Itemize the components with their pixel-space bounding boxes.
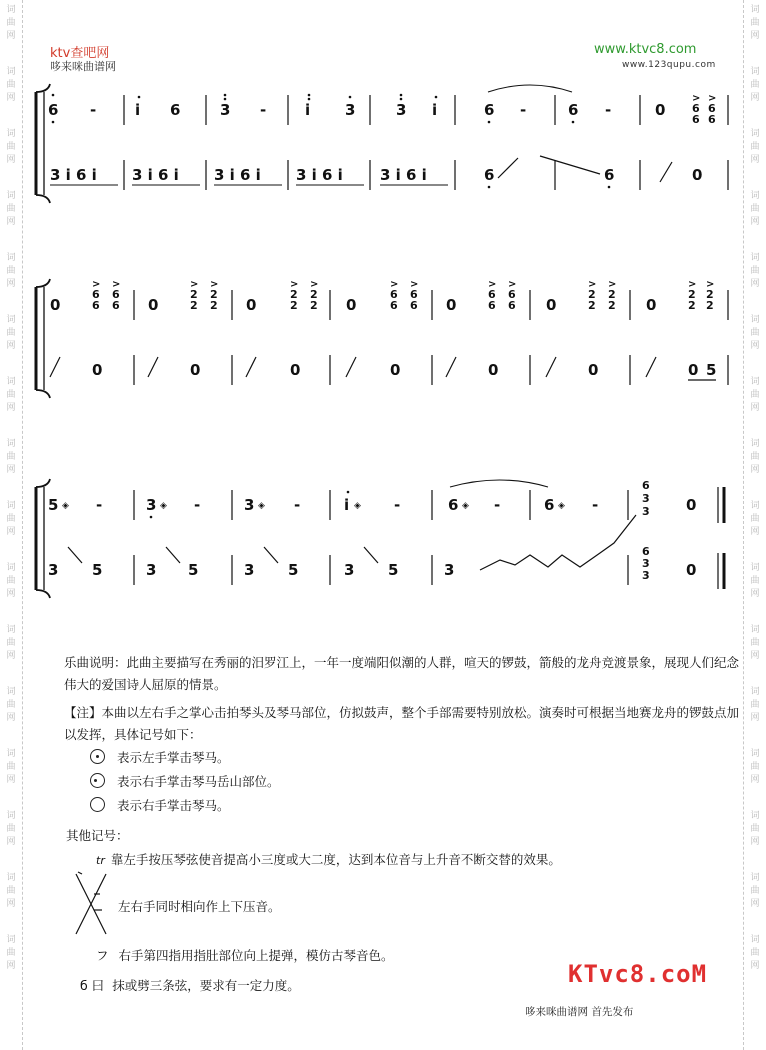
- svg-text:6: 6: [708, 113, 716, 126]
- side-glyph: 曲: [6, 204, 16, 214]
- side-glyph: 曲: [750, 390, 760, 400]
- side-glyph: 词: [750, 811, 760, 821]
- svg-text:6: 6: [544, 496, 555, 514]
- description-para2: 【注】本曲以左右手之掌心击拍琴头及琴马部位，仿拟鼓声，整个手部需要特别放松。演奏时可根据当地赛龙舟的锣鼓点加以发挥，具体记号如下：: [64, 705, 740, 742]
- other-row-2: [118, 897, 281, 915]
- svg-text:0: 0: [686, 561, 697, 579]
- side-glyph: 曲: [6, 390, 16, 400]
- side-glyph: 网: [750, 775, 760, 785]
- svg-text:3: 3: [642, 557, 650, 570]
- svg-text:0: 0: [686, 496, 697, 514]
- side-glyph: 网: [6, 403, 16, 413]
- legend-text-1: 表示左手掌击琴马。: [117, 750, 230, 765]
- side-glyph: 曲: [6, 452, 16, 462]
- svg-text:6: 6: [410, 288, 418, 301]
- svg-text:0: 0: [646, 296, 657, 314]
- svg-text:3 i 6 i: 3 i 6 i: [296, 166, 343, 184]
- svg-text:3: 3: [642, 492, 650, 505]
- svg-text:0: 0: [190, 361, 201, 379]
- side-glyph: 词: [6, 315, 16, 325]
- svg-text:6: 6: [604, 166, 615, 184]
- svg-text:>: >: [390, 279, 399, 290]
- other-row-3: [96, 946, 394, 964]
- svg-text:2: 2: [290, 299, 298, 312]
- side-glyph: 词: [6, 935, 16, 945]
- side-glyph: 曲: [6, 80, 16, 90]
- side-glyph: 曲: [750, 328, 760, 338]
- svg-text:>: >: [588, 279, 597, 290]
- svg-text:0: 0: [446, 296, 457, 314]
- left-palm-symbol-icon: [90, 749, 105, 764]
- side-glyph: 曲: [750, 514, 760, 524]
- side-glyph: 网: [6, 155, 16, 165]
- svg-text:-: -: [494, 496, 501, 514]
- svg-text:3: 3: [220, 101, 231, 119]
- svg-text:3: 3: [244, 496, 255, 514]
- side-glyph: 曲: [750, 886, 760, 896]
- svg-text:◈: ◈: [354, 501, 361, 511]
- svg-text:2: 2: [706, 299, 714, 312]
- side-glyph: 词: [6, 563, 16, 573]
- svg-text:5: 5: [706, 361, 717, 379]
- svg-text:5: 5: [188, 561, 199, 579]
- svg-text:-: -: [260, 101, 267, 119]
- trill-mark-icon: tr: [96, 854, 105, 867]
- svg-text:>: >: [112, 279, 121, 290]
- side-glyph: 曲: [750, 80, 760, 90]
- other-title: 其他记号：: [66, 828, 129, 843]
- svg-text:◈: ◈: [462, 501, 469, 511]
- svg-text:◈: ◈: [258, 501, 265, 511]
- svg-text:◈: ◈: [558, 501, 565, 511]
- side-glyph: 词: [750, 935, 760, 945]
- svg-text:0: 0: [148, 296, 159, 314]
- svg-text:>: >: [210, 279, 219, 290]
- side-glyph: 词: [750, 315, 760, 325]
- svg-text:6: 6: [642, 479, 650, 492]
- side-glyph: 网: [750, 961, 760, 971]
- side-glyph: 网: [6, 651, 16, 661]
- svg-text:-: -: [96, 496, 103, 514]
- side-glyph: 曲: [750, 638, 760, 648]
- side-glyph: 词: [6, 873, 16, 883]
- side-glyph: 网: [750, 279, 760, 289]
- lift-mark-icon: フ: [96, 948, 109, 963]
- svg-text:0: 0: [546, 296, 557, 314]
- strum-mark-icon: б 曰: [80, 978, 105, 993]
- svg-text:6: 6: [112, 299, 120, 312]
- side-glyph: 网: [6, 279, 16, 289]
- svg-text:-: -: [520, 101, 527, 119]
- svg-text:>: >: [310, 279, 319, 290]
- svg-text:2: 2: [290, 288, 298, 301]
- svg-text:3: 3: [396, 101, 407, 119]
- side-glyph: 网: [750, 155, 760, 165]
- side-glyph: 曲: [6, 514, 16, 524]
- svg-text:◈: ◈: [62, 501, 69, 511]
- svg-text:3 i 6 i: 3 i 6 i: [132, 166, 179, 184]
- side-glyph: 网: [750, 527, 760, 537]
- side-glyph: 曲: [750, 576, 760, 586]
- svg-text:0: 0: [688, 361, 699, 379]
- svg-text:6: 6: [410, 299, 418, 312]
- side-glyph: 网: [750, 899, 760, 909]
- side-glyph: 词: [6, 191, 16, 201]
- description-para1: 乐曲说明：此曲主要描写在秀丽的汨罗江上，一年一度端阳似潮的人群，喧天的锣鼓，箭般的龙舟竞渡景象，展现人们纪念伟大的爱国诗人屈原的情景。: [64, 655, 740, 692]
- svg-text:3: 3: [146, 496, 157, 514]
- svg-text:2: 2: [210, 288, 218, 301]
- svg-text:>: >: [688, 279, 697, 290]
- side-glyph: 曲: [750, 266, 760, 276]
- svg-text:3: 3: [642, 569, 650, 582]
- svg-text:2: 2: [210, 299, 218, 312]
- other-text-4: 抹或劈三条弦，要求有一定力度。: [112, 978, 300, 993]
- url-watermark-ktvc8: www.ktvc8.com: [594, 42, 697, 57]
- side-glyph: 网: [6, 465, 16, 475]
- side-glyph: 网: [6, 775, 16, 785]
- svg-text:6: 6: [692, 113, 700, 126]
- side-glyph: 曲: [750, 700, 760, 710]
- svg-text:2: 2: [688, 299, 696, 312]
- side-glyph: 网: [750, 465, 760, 475]
- side-glyph: 词: [6, 749, 16, 759]
- svg-text:3: 3: [48, 561, 59, 579]
- svg-text:6: 6: [48, 101, 59, 119]
- svg-text:>: >: [410, 279, 419, 290]
- svg-text:2: 2: [588, 299, 596, 312]
- side-glyph: 网: [750, 31, 760, 41]
- svg-text:3 i 6 i: 3 i 6 i: [50, 166, 97, 184]
- svg-text:6: 6: [508, 299, 516, 312]
- right-palm-yueshan-symbol-icon: [90, 773, 105, 788]
- svg-text:2: 2: [190, 288, 198, 301]
- svg-text:>: >: [692, 93, 701, 104]
- side-glyph: 词: [750, 191, 760, 201]
- side-glyph: 网: [6, 961, 16, 971]
- svg-text:◈: ◈: [160, 501, 167, 511]
- side-glyph: 网: [6, 93, 16, 103]
- bottom-credit: 哆来咪曲谱网 首先发布: [525, 1006, 634, 1018]
- svg-text:-: -: [605, 101, 612, 119]
- svg-text:i: i: [135, 101, 141, 119]
- side-glyph: 曲: [750, 948, 760, 958]
- side-glyph: 曲: [6, 700, 16, 710]
- score-system-3: [36, 479, 724, 598]
- svg-text:i: i: [305, 101, 311, 119]
- legend-text-3: 表示右手掌击琴马。: [117, 798, 230, 813]
- svg-text:>: >: [290, 279, 299, 290]
- side-glyph: 网: [750, 713, 760, 723]
- svg-text:3: 3: [345, 101, 356, 119]
- svg-text:3: 3: [146, 561, 157, 579]
- side-glyph: 曲: [6, 762, 16, 772]
- side-glyph: 曲: [6, 142, 16, 152]
- svg-text:>: >: [608, 279, 617, 290]
- side-glyph: 词: [750, 129, 760, 139]
- side-glyph: 网: [6, 713, 16, 723]
- svg-text:0: 0: [92, 361, 103, 379]
- right-palm-symbol-icon: [90, 797, 105, 812]
- side-glyph: 网: [750, 217, 760, 227]
- svg-text:6: 6: [484, 101, 495, 119]
- svg-text:2: 2: [608, 288, 616, 301]
- side-glyph: 词: [6, 67, 16, 77]
- side-glyph: 词: [750, 501, 760, 511]
- svg-text:i: i: [432, 101, 438, 119]
- svg-text:6: 6: [390, 288, 398, 301]
- side-glyph: 网: [750, 589, 760, 599]
- site-watermark-score: 哆来咪曲谱网: [50, 60, 116, 73]
- side-glyph: 网: [6, 837, 16, 847]
- svg-text:>: >: [508, 279, 517, 290]
- svg-text:0: 0: [346, 296, 357, 314]
- side-glyph: 词: [6, 129, 16, 139]
- side-glyph: 词: [750, 253, 760, 263]
- side-glyph: 曲: [750, 452, 760, 462]
- svg-text:2: 2: [588, 288, 596, 301]
- svg-text:3 i 6 i: 3 i 6 i: [380, 166, 427, 184]
- side-glyph: 词: [750, 563, 760, 573]
- svg-text:>: >: [92, 279, 101, 290]
- svg-text:5: 5: [48, 496, 59, 514]
- side-glyph: 词: [6, 687, 16, 697]
- svg-text:3 i 6 i: 3 i 6 i: [214, 166, 261, 184]
- side-glyph: 曲: [750, 204, 760, 214]
- svg-text:3: 3: [344, 561, 355, 579]
- side-glyph: 网: [6, 217, 16, 227]
- legend-text-2: 表示右手掌击琴马岳山部位。: [117, 774, 280, 789]
- svg-text:0: 0: [692, 166, 703, 184]
- site-watermark-ktv: ktv查吧网: [50, 46, 110, 61]
- svg-text:>: >: [190, 279, 199, 290]
- side-glyph: 词: [6, 811, 16, 821]
- other-text-3: 右手第四指用指肚部位向上提弹，模仿古琴音色。: [118, 948, 394, 963]
- legend-row-1: [90, 748, 230, 766]
- svg-text:5: 5: [92, 561, 103, 579]
- side-glyph: 曲: [6, 886, 16, 896]
- svg-text:2: 2: [706, 288, 714, 301]
- svg-text:3: 3: [444, 561, 455, 579]
- other-row-1: [96, 850, 561, 868]
- side-glyph: 网: [6, 527, 16, 537]
- side-glyph: 曲: [750, 762, 760, 772]
- description-block: [64, 652, 744, 746]
- svg-text:-: -: [394, 496, 401, 514]
- svg-text:6: 6: [708, 102, 716, 115]
- side-glyph: 曲: [6, 638, 16, 648]
- other-text-2: 左右手同时相向作上下压音。: [118, 899, 281, 914]
- svg-text:6: 6: [92, 288, 100, 301]
- svg-text:0: 0: [290, 361, 301, 379]
- side-glyph: 词: [750, 439, 760, 449]
- other-text-1: 靠左手按压琴弦使音提高小三度或大二度，达到本位音与上升音不断交替的效果。: [110, 852, 561, 867]
- side-glyph: 词: [750, 625, 760, 635]
- svg-text:6: 6: [484, 166, 495, 184]
- svg-text:6: 6: [692, 102, 700, 115]
- score-system-1: [36, 84, 728, 203]
- side-glyph: 网: [6, 341, 16, 351]
- side-glyph: 词: [6, 625, 16, 635]
- side-glyph: 词: [6, 377, 16, 387]
- side-glyph: 网: [6, 589, 16, 599]
- svg-text:-: -: [90, 101, 97, 119]
- side-glyph: 网: [6, 899, 16, 909]
- svg-text:>: >: [708, 93, 717, 104]
- side-glyph: 词: [6, 501, 16, 511]
- svg-text:6: 6: [642, 545, 650, 558]
- svg-text:2: 2: [310, 299, 318, 312]
- svg-text:i: i: [344, 496, 350, 514]
- side-glyph: 网: [750, 651, 760, 661]
- score-system-2: [36, 279, 728, 398]
- svg-text:-: -: [194, 496, 201, 514]
- svg-text:>: >: [488, 279, 497, 290]
- svg-text:0: 0: [488, 361, 499, 379]
- side-glyph: 曲: [6, 948, 16, 958]
- side-glyph: 网: [750, 93, 760, 103]
- svg-text:2: 2: [190, 299, 198, 312]
- side-glyph: 曲: [750, 18, 760, 28]
- svg-text:6: 6: [568, 101, 579, 119]
- svg-text:0: 0: [390, 361, 401, 379]
- side-glyph: 词: [750, 5, 760, 15]
- svg-text:5: 5: [288, 561, 299, 579]
- url-watermark-123qupu: www.123qupu.com: [622, 60, 716, 70]
- side-glyph: 网: [750, 403, 760, 413]
- side-glyph: 词: [6, 253, 16, 263]
- svg-text:6: 6: [390, 299, 398, 312]
- svg-text:3: 3: [244, 561, 255, 579]
- ktvc8-logo: KTvc8.coM: [568, 960, 708, 988]
- svg-text:-: -: [294, 496, 301, 514]
- svg-text:0: 0: [50, 296, 61, 314]
- svg-text:2: 2: [608, 299, 616, 312]
- side-glyph: 曲: [750, 824, 760, 834]
- side-glyph: 曲: [6, 266, 16, 276]
- side-glyph: 曲: [6, 328, 16, 338]
- svg-text:2: 2: [310, 288, 318, 301]
- other-row-4: [80, 976, 300, 994]
- svg-text:0: 0: [655, 101, 666, 119]
- side-glyph: 词: [750, 67, 760, 77]
- side-glyph: 词: [750, 749, 760, 759]
- side-glyph: 词: [750, 687, 760, 697]
- svg-text:0: 0: [246, 296, 257, 314]
- svg-text:6: 6: [170, 101, 181, 119]
- legend-row-2: [90, 772, 280, 790]
- side-glyph: 词: [750, 377, 760, 387]
- legend-row-3: [90, 796, 230, 814]
- svg-text:5: 5: [388, 561, 399, 579]
- side-glyph: 词: [6, 439, 16, 449]
- side-glyph: 网: [6, 31, 16, 41]
- side-glyph: 词: [750, 873, 760, 883]
- side-glyph: 词: [6, 5, 16, 15]
- side-glyph: 网: [750, 837, 760, 847]
- side-glyph: 曲: [750, 142, 760, 152]
- svg-text:>: >: [706, 279, 715, 290]
- svg-text:6: 6: [488, 288, 496, 301]
- side-glyph: 曲: [6, 576, 16, 586]
- side-glyph: 曲: [6, 824, 16, 834]
- svg-text:2: 2: [688, 288, 696, 301]
- svg-text:6: 6: [92, 299, 100, 312]
- side-glyph: 曲: [6, 18, 16, 28]
- svg-text:6: 6: [508, 288, 516, 301]
- side-glyph: 网: [750, 341, 760, 351]
- svg-text:6: 6: [488, 299, 496, 312]
- svg-text:-: -: [592, 496, 599, 514]
- svg-text:3: 3: [642, 505, 650, 518]
- svg-text:6: 6: [448, 496, 459, 514]
- svg-text:0: 0: [588, 361, 599, 379]
- svg-text:6: 6: [112, 288, 120, 301]
- press-down-symbol-icon: [72, 870, 114, 940]
